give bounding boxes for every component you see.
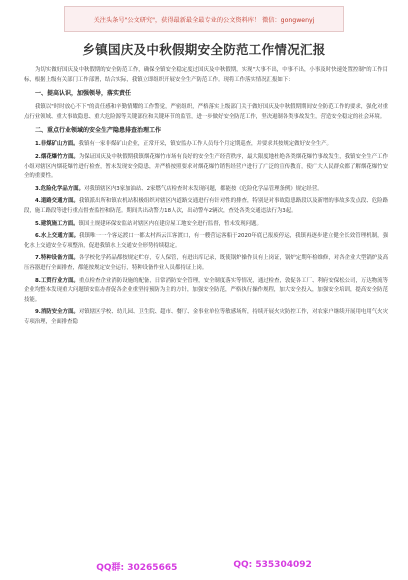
header-banner xyxy=(64,6,344,32)
item-title: 6.水上交通方面。 xyxy=(35,233,80,240)
section-1-paragraph: 我镇以"时时放心不下"的责任感和辛勤情耀的工作警觉，严密组织，严格落实上级部门关于做好国庆及中秋假期期间安全防范工作的要求，强化对重点行业领域、重大事故隐患、重大危险源等关键部位和关键环节的监管，进一步做好安全防范工作，坚决遏制各类事故发生，营造安全稳定的社会环境。 xyxy=(24,104,388,120)
item-paragraph xyxy=(24,140,388,150)
section-2-heading: 二、重点行业领域的安全生产隐患排查治理工作 xyxy=(35,127,162,135)
footer-qq-group: QQ群: 30265665 xyxy=(96,563,178,573)
item-title: 9.消防安全方面。 xyxy=(35,309,79,316)
item-paragraph xyxy=(24,308,388,327)
section-1-heading: 一、提高认识，加强领导，落实责任 xyxy=(35,90,132,98)
item-text: 我镇有一家非煤矿山企业，正常开采，镇安监办工作人员每个月定期巡查，并要求其按规定做好安全生产。 xyxy=(78,141,332,148)
item-text: 重点检查企业消防设施的配备，日常消防安全管理，安全制度落实等情况，通过检查，敦促各工厂、利府安保松公司，万达物流等企业均整本发现重大问题镇安监办督促各企业重坚持预防为主的方针，加强安全防范，严格执行操作规程，加大安全投入，加强安全培训，提高安全防范技能。 xyxy=(24,277,388,303)
item-title: 3.危险化学品方面。 xyxy=(35,185,84,192)
item-paragraph xyxy=(24,153,388,182)
item-title: 8.工贸行业方面。 xyxy=(35,277,79,284)
item-paragraph xyxy=(24,277,388,306)
item-text: 为保证国庆及中秋假期我镇烟花爆竹市场有良好的安全生产经营秩序，最大限度地杜绝各类烟花爆竹事故发生，我镇安全生产工作小组对辖区内烟花爆竹进行检查，暂未发现安全隐患，并严格按照要求对烟花爆竹销售经营户进行了广泛的宣传教育，使广大人民群众都了解烟花爆竹安全的重要性。 xyxy=(24,153,388,180)
item-title: 7.特种设备方面。 xyxy=(35,255,79,262)
item-title: 1.非煤矿山方面。 xyxy=(35,141,79,148)
item-text: 我镇唯一一个客运渡口一都太村西云江客渡口，有一艘营运客船于2020年底已报废停运，我镇再逐步建立健全长效管理机制，强化水上交通安全专项整治，促进我镇水上交通安全形势持续稳定。 xyxy=(24,233,388,249)
item-paragraph xyxy=(24,197,388,216)
item-text: 对我镇辖区内3家加油站、2家燃气店检查时未发现问题，都能按《危险化学品管理条例》规定经营。 xyxy=(83,185,323,192)
item-paragraph xyxy=(24,254,388,273)
item-text: 我镇派出所和镇农机站积极组织对辖区内道路交通进行有针对性的排查，特别是对事故隐患路段以及新增的事故多发点段、危险路段，施工路段等进行重点督查监控和防范。期间共出动警力18人次，出动警车2辆次，查处各类交通违法行为3起。 xyxy=(24,198,388,214)
item-text: 镇国土规建环保安监站对辖区内在建房屋工地安全进行监督，暂未发现问题。 xyxy=(78,220,262,227)
item-title: 5.建筑施工方面。 xyxy=(35,220,79,227)
intro-paragraph: 为切实做好国庆及中秋假期的安全防范工作，确保全镇安全稳定度过国庆及中秋假期，实现"大事不出，中事不出，小事及时快速处置控制"的工作目标，根据上级有关部门工作部署，结合实际，我镇立即组织开展安全生产防范工作。现将工作落实情况汇报如下： xyxy=(24,67,388,83)
item-paragraph xyxy=(24,232,388,251)
item-text: 对镇辖区学校、幼儿园、卫生院、超市、餐厅、金事业单位等敏感场所，持续开展火灾防控工作，对农家户继续开展用电用气火灾专项治理，全面排查隐 xyxy=(24,309,388,325)
document-title: 乡镇国庆及中秋假期安全防范工作情况汇报 xyxy=(82,42,326,57)
item-paragraph xyxy=(24,220,388,230)
document-body xyxy=(24,66,388,330)
footer-qq: QQ: 535304092 xyxy=(233,560,312,570)
item-title: 4.道路交通方面。 xyxy=(35,198,79,205)
item-title: 2.烟花爆竹方面。 xyxy=(35,153,79,160)
banner-text: 关注头条号"公文研究"，获得最新最全最专业的公文资料库！ 微信：gongwenyj xyxy=(93,16,315,24)
footer-contacts xyxy=(0,560,408,574)
item-text: 各学校化学药品都按规定贮存，专人保管，有进出库记录，既使锅炉操作员有上岗证，锅炉定期年检维修，对各企业大型锅炉及高压容器进行全面排查，都能按规定安全运行，特种设备作业人员都持证上岗。 xyxy=(24,255,388,271)
item-paragraph xyxy=(24,185,388,195)
